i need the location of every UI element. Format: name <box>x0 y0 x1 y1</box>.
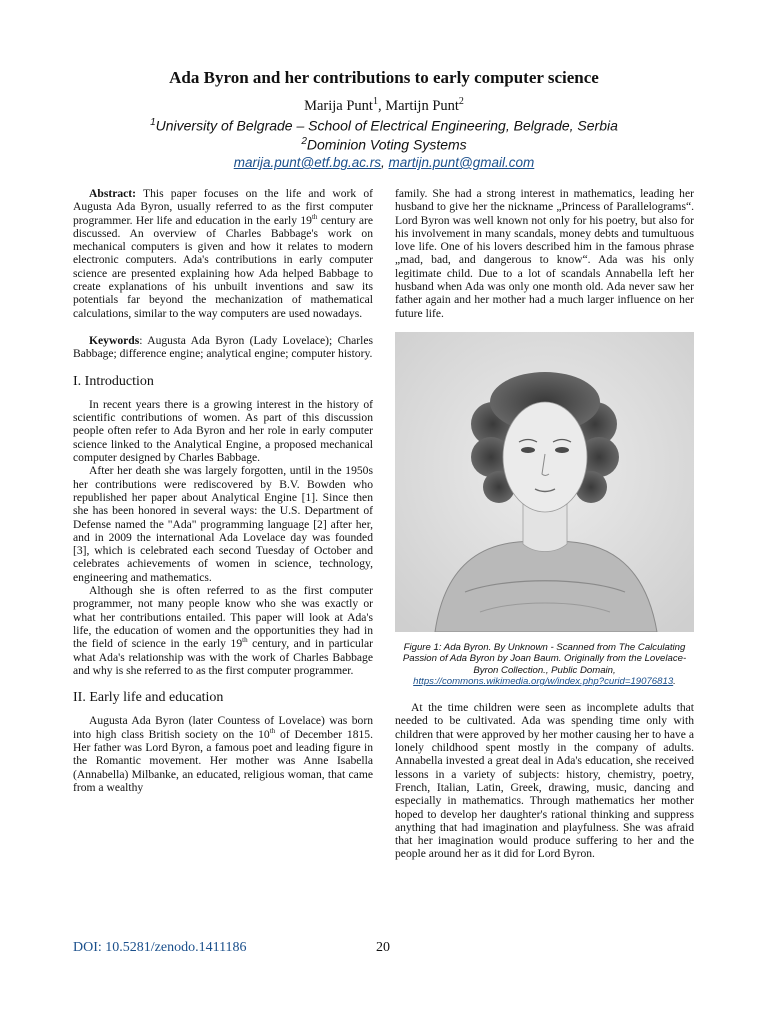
author-name: Martijn Punt <box>385 97 459 114</box>
email-link[interactable]: martijn.punt@gmail.com <box>388 155 535 170</box>
caption-text: Figure 1: Ada Byron. By Unknown - Scanned from The Calculating Passion of Ada Byron by Joan Baum. Originally from the Lovelace-Byron Collection., Public Domain, <box>402 641 687 676</box>
author-separator: , <box>377 97 386 114</box>
abstract-text: century are discussed. An overview of Charles Babbage's work on mechanical computers is given and how it relates to modern electronic computers. Ada's contributions in early computer science are presented explaining how Ada helped Babbage to create explanations of his unbuilt inventions and saw its potentials far beyond the mechanization of mathematical calculations, similar to the way computers are used nowadays. <box>73 213 374 320</box>
body-paragraph: family. She had a strong interest in mathematics, leading her husband to give her the nickname „Princess of Parallelograms“. Lord Byron was well known not only for his poetry, but also for his involvement in many scandals, money debts and tumultuous love life. One of his lovers described him in the famous phrase „mad, bad, and dangerous to know“. Ada was his only legitimate child. Due to a lot of scandals Annabella left her husband when Ada was only one month old. Ada never saw her father again and her mother had a much larger influence on her future life. <box>395 187 694 320</box>
author-name: Marija Punt <box>304 97 373 114</box>
caption-link[interactable]: https://commons.wikimedia.org/w/index.php?curid=19076813 <box>413 675 674 687</box>
body-paragraph: At the time children were seen as incomplete adults that needed to be cultivated. Ada was spending time only with children that were approved by her mother causing her to have a lonely childhood spent mostly in the company of adults. Annabella invested a great deal in Ada's education, she received lessons in a variety of subjects: history, chemistry, poetry, French, Italian, Latin, Greek, drawing, music, dancing and especially in mathematics. Through mathematics her mother hoped to develop her daughter's rational thinking and suppress anything that had imagination and playfulness. She was afraid that her imagination would produce suffering to her and the people around her as it did for Lord Byron. <box>395 701 694 861</box>
body-paragraph: Although she is often referred to as the first computer programmer, not many people know who she was exactly or what her contributions entailed. This paper will look at Ada's life, the education of women and the opportunities they had in the field of science in the early 19th century, and in particular what Ada's relationship was with the work of Charles Babbage and why is she referred to as the first computer programmer. <box>73 584 373 677</box>
doi-footer <box>73 940 247 956</box>
abstract-label: Abstract: <box>89 187 137 200</box>
affiliation-mark: 1 <box>150 117 156 128</box>
section-heading: I. Introduction <box>73 373 154 389</box>
doi-label: DOI: <box>73 940 106 955</box>
abstract-paragraph <box>73 187 373 320</box>
section-heading: II. Early life and education <box>73 690 224 706</box>
portrait-figure <box>395 332 694 632</box>
keywords-text: : Augusta Ada Byron (Lady Lovelace); Charles Babbage; difference engine; analytical engine; computer history. <box>73 333 373 361</box>
author-affiliation-mark: 1 <box>372 96 378 107</box>
doi-link[interactable]: 10.5281/zenodo.1411186 <box>105 940 247 955</box>
paper-title: Ada Byron and her contributions to early computer science <box>169 68 599 87</box>
affiliation <box>0 117 768 134</box>
page-number: 20 <box>376 940 390 955</box>
ordinal-suffix: th <box>242 636 248 645</box>
author-affiliation-mark: 2 <box>458 96 464 107</box>
affiliation-text: University of Belgrade – School of Electrical Engineering, Belgrade, Serbia <box>155 117 618 134</box>
right-column <box>395 187 694 861</box>
keywords-paragraph <box>73 334 373 361</box>
ordinal-suffix: th <box>269 726 276 735</box>
affiliation-mark: 2 <box>301 136 307 147</box>
keywords-label: Keywords <box>89 333 140 347</box>
portrait-image <box>395 332 694 632</box>
email-line <box>0 155 768 170</box>
email-link[interactable]: marija.punt@etf.bg.ac.rs <box>233 155 381 170</box>
author-line <box>0 96 768 115</box>
left-column <box>73 187 373 794</box>
body-paragraph: In recent years there is a growing interest in the history of scientific contributions of women. As part of this discussion people often refer to Ada Byron and her role in early computer science linked to the Analytical Engine, a proposed mechanical computer designed by Charles Babbage. <box>73 397 373 465</box>
ordinal-suffix: th <box>311 212 318 221</box>
body-paragraph: Augusta Ada Byron (later Countess of Lovelace) was born into high class British society on the 10th of December 1815. Her father was Lord Byron, a famous poet and leading figure in the Romantic movement. Her mother was Anne Isabella (Annabella) Milbanke, an educated, religious woman, that came from a wealthy <box>73 714 373 794</box>
email-separator: , <box>381 155 389 170</box>
body-paragraph: After her death she was largely forgotten, until in the 1950s her contributions were rediscovered by B.V. Bowden who republished her paper about Analytical Engine [1]. Since then she has been honored in several ways: the U.S. Department of Defense named the "Ada" programming language [2] after her, and in 2009 the international Ada Lovelace day was founded [3], which is celebrated each second Tuesday of October and celebrates achievements of women in science, technology, engineering and mathematics. <box>73 464 373 584</box>
affiliation-text: Dominion Voting Systems <box>306 136 467 153</box>
affiliation <box>0 136 768 153</box>
figure-caption: Figure 1: Ada Byron. By Unknown - Scanned from The Calculating Passion of Ada Byron by Joan Baum. Originally from the Lovelace-Byron Collection., Public Domain, https://commons.wikimedia.org/w/index.php?curid=19076813. <box>402 641 687 687</box>
abstract-text: This paper focuses on the life and work of Augusta Ada Byron, usually referred to as the first computer programmer. Her life and education in the early 19 <box>73 187 373 227</box>
